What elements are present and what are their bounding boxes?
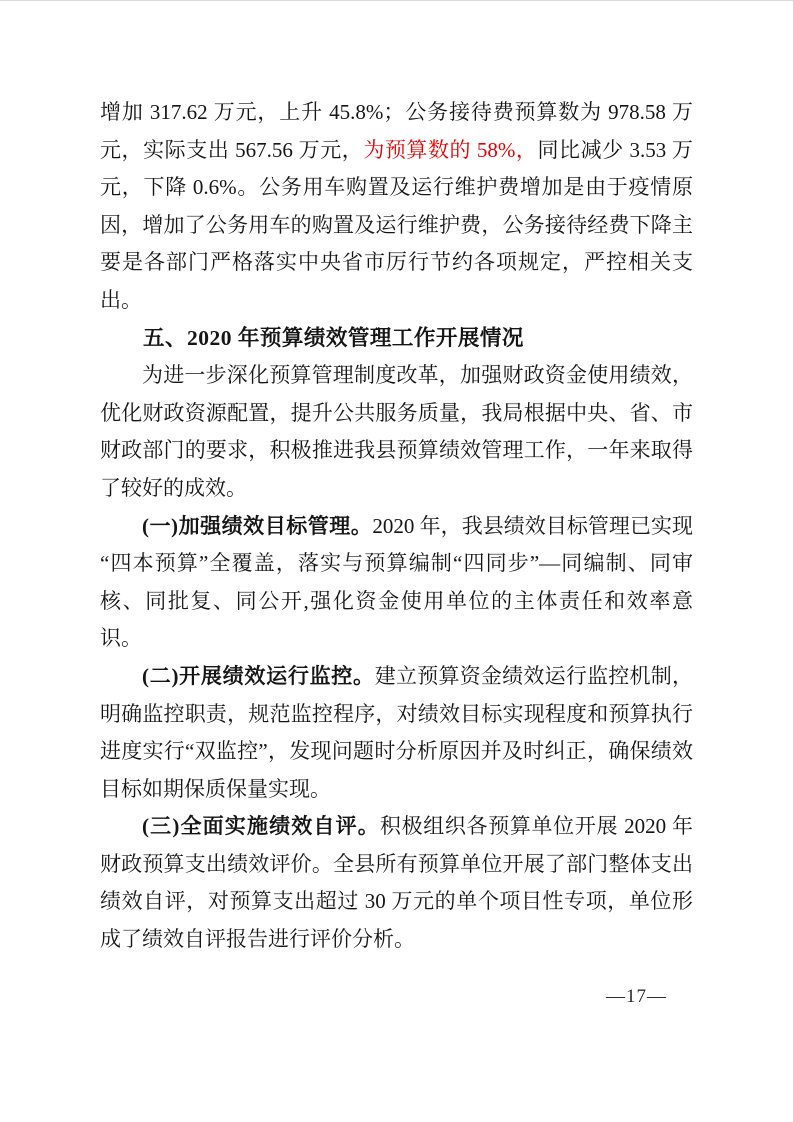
budget-ratio-highlight: 为预算数的 58%， <box>363 137 538 162</box>
document-body <box>100 94 693 959</box>
item-2-lead: (二)开展绩效运行监控。 <box>142 663 375 688</box>
paragraph-intro: 为进一步深化预算管理制度改革，加强财政资金使用绩效，优化财政资源配置，提升公共服务质量，我局根据中央、省、市财政部门的要求，积极推进我县预算绩效管理工作，一年来取得了较好的成效。 <box>100 363 693 500</box>
expense-text-before-highlight: 增加 317.62 万元，上升 45.8%；公务接待费预算数为 978.58 万元，实际支出 567.56 万元， <box>100 100 693 162</box>
item-2-body: 建立预算资金绩效运行监控机制，明确监控职责，规范监控程序，对绩效目标实现程度和预算执行进度实行“双监控”，发现问题时分析原因并及时纠正，确保绩效目标如期保质保量实现。 <box>100 663 693 801</box>
expense-text-after-highlight: 同比减少 3.53 万元，下降 0.6%。公务用车购置及运行维护费增加是由于疫情原因，增加了公务用车的购置及运行维护费，公务接待经费下降主要是各部门严格落实中央省市厉行节约各项规定，严控相关支出。 <box>100 137 694 312</box>
paragraph-item-1 <box>100 508 693 658</box>
item-1-body: 2020 年，我县绩效目标管理已实现“四本预算”全覆盖，落实与预算编制“四同步”—同编制、同审核、同批复、同公开,强化资金使用单位的主体责任和效率意识。 <box>100 513 693 651</box>
page-top-edge <box>0 0 793 1</box>
item-3-body: 积极组织各预算单位开展 2020 年财政预算支出绩效评价。全县所有预算单位开展了部门整体支出绩效自评，对预算支出超过 30 万元的单个项目性专项，单位形成了绩效自评报告进行评价分析。 <box>100 814 693 952</box>
section-heading-performance-management: 五、2020 年预算绩效管理工作开展情况 <box>143 325 524 350</box>
paragraph-expense-continuation <box>100 94 693 320</box>
item-3-lead: (三)全面实施绩效自评。 <box>142 814 380 839</box>
paragraph-item-2 <box>100 658 693 808</box>
item-1-lead: (一)加强绩效目标管理。 <box>142 513 373 538</box>
page-number: —17— <box>606 986 667 1007</box>
paragraph-item-3 <box>100 808 693 958</box>
